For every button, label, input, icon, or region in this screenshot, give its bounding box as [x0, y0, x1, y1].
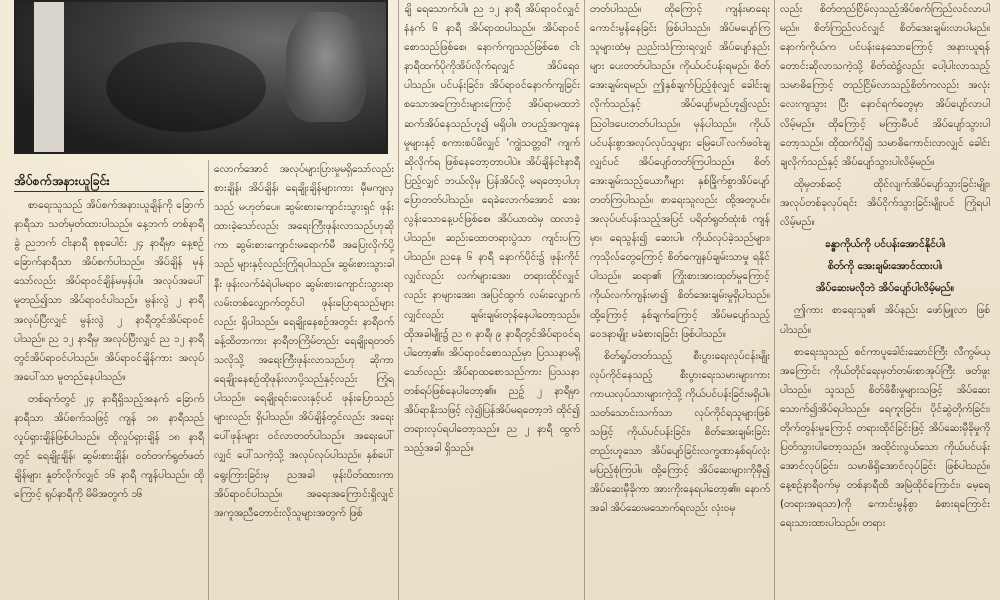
- article-column-5: [780, 0, 990, 600]
- paragraph: စာရေးသူသည် စင်ကာပူခေါင်းဆောင်ကြီး လီကွမ်ယုအကြောင်း ကိုယ်တိုင်ရေးမှတ်တမ်းစာအုပ်ကြီး ဖတ်ဖူးပါသည်။ သူသည် စိတ်ဖိစီးမှုများသဖြင့် အိပ်ဆေးသောက်၍အိပ်ရပါသည်။ ရေကူးခြင်း၊ ပိုင်ဆွဲတိုက်ခြင်း၊ တိုက်တွန်းမှုကြောင့် တရားထိုင်ခြင်းဖြင့် အိပ်ဆေးမှီခိုမှုကို ပြတ်သွားပါတော့သည်။ အထိုင်းလွယ်သော ကိုယ်ပင်ပန်းအောင်လုပ်ခြင်း၊ သမာဓိရှိအောင်လုပ်ခြင်း ဖြစ်ပါသည်။ နေ့စဉ်နာရီဝက်မှ တစ်နာရီထိ အမြဲထိုင်ကြောင်း၊ မေ့ရေ (တရားအရသာ)ကို ကောင်းမွန်စွာ ခံစားရကြောင်း ရေးသားထားပါသည်။ တရား: [780, 345, 990, 530]
- column-divider: [774, 0, 775, 600]
- article-column-4: [590, 0, 770, 600]
- formula-line: ခန္ဓာကိုယ်ကို ပင်ပန်းအောင်နိုင်ပါ၊: [824, 238, 946, 251]
- formula-line: အိပ်ဆေးမလိုဘဲ အိပ်ပျော်ပါလိမ့်မည်။: [815, 282, 955, 295]
- article-photo: [14, 0, 388, 154]
- paragraph: ထိုမှတစ်ဆင့် ထိုင်လျက်အိပ်ပျော်သွားခြင်းမျိုး၊ အလုပ်တစ်ခုလုပ်ရင်း အိပ်ငိုက်သွားခြင်းမျိုးပင် ကြုံရပါလိမ့်မည်။: [780, 177, 990, 229]
- subheading-underline: [14, 191, 204, 192]
- paragraph: ချိ ရေသောက်ပါ။ ည ၁၂ နာရီ အိပ်ရာဝင်လျှင် နံနက် ၆ နာရီ အိပ်ရာထပါသည်။ အိပ်ရာဝင်စောသည်ဖြစ်စေ၊ နောက်ကျသည်ဖြစ်စေ ငါးနာရီထက်ပိုကိုအိပ်လိုက်ရလျှင် အိပ်ရေဝပါသည်။ ပင်ပန်းခြင်း၊ အိပ်ရာဝင်နောက်ကျခြင်းစသောအကြောင်းများကြောင့် အိပ်ရာမထဘဲ ဆက်အိပ်နေသည်ဟူ၍ မရှိပါ။ တပည့်အကျနေမှုများနှင့် စကားစပ်မိလျှင် 'ကျွဲသတ္တဝါ' ကျက်ဆိုလိုက်ရ ဖြစ်နေတော့တာပါပဲ။ အိပ်ချိန်ငါးနာရီပြည့်လျှင် ဘယ်လိုမှ ပြန်အိပ်လို့ မရတော့ပါဟု ပြောတတ်ပါသည်။ ရေခဲလောက်အောင် အေးလွန်းသောနေ့ပင်ဖြစ်စေ၊ အိပ်ယာထဲမှ ထလာခဲ့ပါသည်။ ဆည်းထောတရားပွဲသာ ကျင်းပကြပါသည်။ ညနေ ၆ နာရီ နောက်ပိုင်း၌ ဖုန်းကိုင်လျှင်လည်း လက်များအေး၊ တရားထိုင်လျှင်လည်း နာများအေး၊ အပြင်ထွက် လမ်းလျှောက်လျှင်လည်း ချမ်းချမ်းတုန်နေပါတော့သည်။ ထိုအခါမျိုး၌ ည ၈ နာရီ၊ ၉ နာရီတွင်အိပ်ရာဝင်ရပါတော့၏။ အိပ်ရာဝင်စောသည်မှာ ပြဿနာမရှိသော်လည်း အိပ်ရာထစောသည်ကား ပြဿနာတစ်ရပ်ဖြစ်နေပါတော့၏။ ညဉ့် ၂ နာရီမှာ အိပ်ရာနိုးသဖြင့် လှဲ၍ပြန်အိပ်မရတော့ဘဲ ထိုင်၍ တရားလုပ်ရပါတော့သည်။ ည ၂ နာရီ ထွက်သည့်အခါ ရှိသည်။: [404, 3, 580, 455]
- article-column-1: [14, 196, 204, 600]
- article-column-2: [214, 160, 394, 600]
- paragraph: စိတ်ရှုပ်တတ်သည့် စီးပွားရေးလုပ်ငန်းမျိုး လုပ်ကိုင်နေသည့် စီးပွားရေးသမားများကား ကာယလုပ်သားများကဲ့သို့ ကိုယ်ပင်ပန်းခြင်းမရှိပါ။ သတ်သောင်းသက်သာ လုပ်ကိုင်ရသူများဖြစ်သဖြင့် ကိုယ်ပင်ပန်းခြင်း၊ စိတ်အေးချမ်းခြင်း တည်းဟူသော အိပ်ပျော်ခြင်းလက္ခဏာနှစ်ရပ်လုံး မပြည့်စုံကြပါ။ ထို့ကြောင့် အိပ်ဆေးများကိုမှီ၍ အိပ်ဆေးမှီခိုကာ အားကိုးနေရပါတော့၏။ နောက်အခါ အိပ်ဆေးမသောက်ရလည်း လုံးဝမှ: [590, 349, 770, 515]
- photo-shadow: [106, 42, 266, 132]
- column-divider: [398, 0, 399, 600]
- article-subheading: အိပ်စက်အနားယူခြင်း: [14, 173, 110, 188]
- paragraph: လည်း စိတ်တည်ငြိမ်လှသည့်အိပ်စက်ကြည်လင်လာပါမည်။ စိတ်ကြည်လင်လျှင် စိတ်အေးချမ်းလာပါမည်။ နောက်ကိုယ်က ပင်ပန်းနေသောကြောင့် အနားယူရန် တောင်းဆိုလာသကဲ့သို့ စိတ်ထဲ၌လည်း ပေါ့ပါးလာသည့်သမာဓိကြောင့် တည်ငြိမ်လာသည့်စိတ်ကလည်း အလုံးလေးကျသွား ပြီး နောင်ရက်တွေမှာ အိပ်ပျော်လာပါလိမ့်မည်။ ထိုကြောင့် မကြာမီပင် အိပ်ပျော်သွားပါတော့သည်။ ထိုထက်ပို၍ သမာဓိကောင်းလာလျှင် ခေါင်းချလိုက်သည်နှင့် အိပ်ပျော်သွားပါလိမ့်မည်။: [780, 3, 990, 168]
- column-divider: [584, 0, 585, 600]
- photo-frame-edge: [34, 2, 64, 152]
- paragraph: လောက်အောင် အလုပ်များပြားမှုမရှိသော်လည်း စားချိန်၊ အိပ်ချိန်၊ ရေချိုးချိန်များကား မှီမကျလှသည် မဟုတ်ပေ။ ဆွမ်းစားကျောင်းသွားရှင် ဖုန်းထားခဲ့သော်လည်း အရေးကြီးဖုန်းလာသည်ဟုဆိုကာ ဆွမ်းစားကျောင်းမရောက်မီ အပြေးလိုက်ပို့သည် များနှင့်လည်းကြုံရပါသည်။ ဆွမ်းစားသွားခါနီး ဖုန်းလက်ခံရဲပါမရာဝ ဆွမ်းစားကျောင်းသွားရာ လမ်းတစ်လျှောက်တွင်ပါ ဖုန်းပြောရသည်များလည်း ရှိပါသည်။ ရေချိုးနေစဉ်အတွင်း နာရီဝက်ခန့်ထိတာကား နာရီတကြိမ်တည်း ရေချိုးရတတ်သလိုသို့ အရေးကြီးဖုန်းလာသည်ဟု ဆိုကာ ရေချိုးနေစဉ်ထိုဖုန်းလာပို့သည်နှင့်လည်း ကြုံရပါသည်။ ရေချိုးရင်းလေးနှင့်ပင် ဖုန်းပြောသည်များလည်း ရှိပါသည်။ အိပ်ချိန်တွင်လည်း အရေးပေါ်ဖုန်းများ ဝင်လာတတ်ပါသည်။ အရေးပေါ်လျှင် ပေါ်သကဲ့သို့ အလုပ်လုပ်ပါသည်။ နှစ်ပေါ်ရွေးကြားခြင်းမှ ညအခါ ဖုန်းပိတ်ထားကာ အိပ်ရာဝင်ပါသည်။ အရေးအကြောင်းရှိလျှင် အကူအညီတောင်းလိုသူများအတွက် ဖြစ်: [214, 163, 394, 519]
- paragraph: ဤကား စာရေးသူ၏ အိပ်နည်း ဖော်မြူလာ ဖြစ်ပါသည်။: [780, 304, 990, 336]
- formula-line: စိတ်ကို အေးချမ်းအောင်ထားပါ၊: [827, 260, 943, 273]
- photo-hand-figure: [286, 12, 366, 122]
- column-divider: [208, 160, 209, 600]
- paragraph: စာရေးသူသည် အိပ်စက်အနားယူချိန်ကို ခြောက်နာရီသာ သတ်မှတ်ထားပါသည်။ နေ့ဘက် တစ်နာရီခွဲ ညဘက် ငါးနာရီ စုစုပေါင်း ၂၄ နာရီမှာ နေ့စဉ် ခြောက်နာရီသာ အိပ်စက်ပါသည်။ အိပ်ချိန် မှန်သော်လည်း အိပ်ရာဝင်ချိန်မမှန်ပါ။ အလုပ်အပေါ်မူတည်၍သာ အိပ်ရာဝင်ပါသည်။ မွန်းလွဲ ၂ နာရီအလုပ်ပြီးလျှင် မွန်းလွဲ ၂ နာရီတွင်အိပ်ရာဝင်ပါသည်။ ည ၁၂ နာရီမှ အလုပ်ပြီးလျှင် ည ၁၂ နာရီတွင်အိပ်ရာဝင်ပါသည်။ အိပ်ရာဝင်ချိန်ကား အလုပ်အပေါ်သာ မူတည်နေပါသည်။: [14, 199, 204, 383]
- paragraph: တတ်ပါသည်။ ထိုကြောင့် ကျန်းမာရေး ကောင်းမွန်နေခြင်း ဖြစ်ပါသည်။ အိပ်မပျော်ကြသူများထံမှ ညည်းသံကြားရလျှင် အိပ်ပျော်နည်းများ ပေးတတ်ပါသည်။ ကိုယ်ပင်ပန်းရမည်၊ စိတ်အေးချမ်းရမည်၊ ဤနှစ်ချက်ပြည့်စုံလျှင် ခေါင်းချလိုက်သည်နှင့် အိပ်ပျော်မည်ဟူ၍လည်း ဩဝါဒပေးတတ်ပါသည်။ မှန်ပါသည်။ ကိုယ်ပင်ပန်းစွာအလုပ်လုပ်သူများ မြေပေါ်လက်ဖဝါးချလျှင်ပင် အိပ်ပျော်တတ်ကြပါသည်။ စိတ်အေးချမ်းသည့်ယောဂီများ နှစ်ခြိုက်စွာအိပ်ပျော်တတ်ကြပါသည်။ စာရေးသူလည်း ထို့အတူပင်။ အလုပ်ပင်ပန်းသည့်အပြင် ပရိတ်ရွတ်ထုံးစံ ကျန်မှာ၊ ရေသွန်း၍ ဆေးပါ။ ကိုယ်လုပ်ခဲ့သည်များ၊ ကုသိုလ်တွေကြောင့် စိတ်ကျေနပ်ချမ်းသာမှု ရနိုင်ပါသည်။ ဆရာ၏ ကြိုးစားအားထုတ်မှုကြောင့် ကိုယ်လက်ကျန်းမာ၍ စိတ်အေးချမ်းမှုရှိပါသည်။ ထို့ကြောင့် နှစ်ချက်ကြောင့် အိပ်မပျော်သည့်ဝေဒနာမျိုး မခံစားရခြင်း ဖြစ်ပါသည်။: [590, 3, 770, 340]
- article-column-3: [404, 0, 580, 600]
- paragraph: တစ်ရက်တွင် ၂၄ နာရီရှိသည့်အနက် ခြောက်နာရီသာ အိပ်စက်သဖြင့် ကျန် ၁၈ နာရီသည် လှုပ်ရှားချိန်ဖြစ်ပါသည်။ ထိုလှုပ်ရှားချိန် ၁၈ နာရီတွင် ရေချိုးချိန်၊ ဆွမ်းစားချိန်၊ ဝတ်တက်ရွတ်ဖတ်ချိန်များ နှုတ်လိုက်လျှင် ၁၆ နာရီ ကျန်ပါသည်။ ထိုကြောင့် ရုပ်နာရီကို မိမိအတွက် ၁၆: [14, 392, 204, 501]
